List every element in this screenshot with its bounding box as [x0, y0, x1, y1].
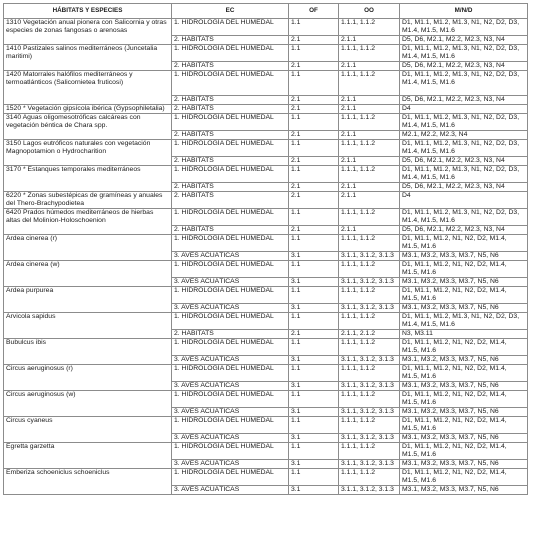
- cell-mnd: M3.1, M3.2, M3.3, M3.7, N5, N6: [400, 278, 528, 287]
- cell-of: 1.1: [289, 166, 339, 183]
- table-row: [4, 192, 528, 209]
- cell-mnd: D1, M1.1, M1.2, N1, N2, D2, M1.4, M1.5, M1.6: [400, 365, 528, 382]
- cell-ec: 2. HÁBITATS: [172, 183, 289, 192]
- cell-mnd: N3, M3.11: [400, 330, 528, 339]
- cell-ec: 2. HÁBITATS: [172, 192, 289, 209]
- cell-oo: 3.1.1, 3.1.2, 3.1.3: [339, 486, 400, 495]
- cell-of: 3.1: [289, 252, 339, 261]
- cell-mnd: M3.1, M3.2, M3.3, M3.7, N5, N6: [400, 252, 528, 261]
- table-row: [4, 19, 528, 36]
- cell-oo: 2.1.1: [339, 183, 400, 192]
- cell-oo: 1.1.1, 1.1.2: [339, 235, 400, 252]
- cell-ec: 2. HÁBITATS: [172, 226, 289, 235]
- cell-ec: 3. AVES ACUÁTICAS: [172, 304, 289, 313]
- cell-ec: 2. HÁBITATS: [172, 36, 289, 45]
- cell-oo: 2.1.1: [339, 226, 400, 235]
- cell-ec: 3. AVES ACUÁTICAS: [172, 408, 289, 417]
- cell-mnd: D1, M1.1, M1.2, M1.3, N1, N2, D2, D3, M1.4, M1.5, M1.6: [400, 19, 528, 36]
- cell-mnd: D1, M1.1, M1.2, N1, N2, D2, M1.4, M1.5, M1.6: [400, 235, 528, 252]
- cell-mnd: D5, D6, M2.1, M2.2, M2.3, N3, N4: [400, 62, 528, 71]
- cell-ec: 1. HIDROLOGÍA DEL HÚMEDAL: [172, 166, 289, 183]
- cell-oo: 3.1.1, 3.1.2, 3.1.3: [339, 382, 400, 391]
- cell-oo: 1.1.1, 1.1.2: [339, 443, 400, 460]
- cell-ec: 3. AVES ACUÁTICAS: [172, 486, 289, 495]
- cell-of: 1.1: [289, 19, 339, 36]
- cell-oo: 1.1.1, 1.1.2: [339, 71, 400, 96]
- cell-habitat-species: Ardea cinerea (r): [4, 235, 172, 261]
- table-row: [4, 114, 528, 131]
- cell-of: 1.1: [289, 443, 339, 460]
- cell-ec: 2. HÁBITATS: [172, 131, 289, 140]
- cell-of: 3.1: [289, 434, 339, 443]
- table-row: [4, 209, 528, 226]
- cell-ec: 2. HÁBITATS: [172, 105, 289, 114]
- cell-mnd: M3.1, M3.2, M3.3, M3.7, N5, N6: [400, 434, 528, 443]
- cell-of: 3.1: [289, 460, 339, 469]
- cell-oo: 1.1.1, 1.1.2: [339, 391, 400, 408]
- cell-of: 3.1: [289, 408, 339, 417]
- header-mnd: M/N/D: [400, 4, 528, 19]
- cell-mnd: D1, M1.1, M1.2, M1.3, N1, N2, D2, D3, M1.4, M1.5, M1.6: [400, 209, 528, 226]
- table-row: [4, 45, 528, 62]
- cell-oo: 1.1.1, 1.1.2: [339, 166, 400, 183]
- cell-ec: 1. HIDROLOGÍA DEL HÚMEDAL: [172, 443, 289, 460]
- cell-habitat-species: 6220 * Zonas subestépicas de gramíneas y anuales del Thero-Brachypodietea: [4, 192, 172, 209]
- cell-of: 3.1: [289, 356, 339, 365]
- cell-mnd: D1, M1.1, M1.2, N1, N2, D2, M1.4, M1.5, M1.6: [400, 339, 528, 356]
- cell-oo: 2.1.1: [339, 36, 400, 45]
- table-row: [4, 71, 528, 96]
- cell-ec: 2. HÁBITATS: [172, 62, 289, 71]
- cell-of: 1.1: [289, 261, 339, 278]
- cell-oo: 1.1.1, 1.1.2: [339, 287, 400, 304]
- cell-of: 2.1: [289, 105, 339, 114]
- cell-habitat-species: 6420 Prados húmedos mediterráneos de hierbas altas del Molinion-Holoschoenion: [4, 209, 172, 235]
- cell-ec: 1. HIDROLOGÍA DEL HÚMEDAL: [172, 261, 289, 278]
- cell-ec: 1. HIDROLOGÍA DEL HÚMEDAL: [172, 287, 289, 304]
- cell-oo: 1.1.1, 1.1.2: [339, 209, 400, 226]
- cell-ec: 3. AVES ACUÁTICAS: [172, 460, 289, 469]
- cell-mnd: D1, M1.1, M1.2, M1.3, N1, N2, D2, D3, M1.4, M1.5, M1.6: [400, 114, 528, 131]
- cell-ec: 1. HIDROLOGÍA DEL HÚMEDAL: [172, 71, 289, 96]
- cell-of: 1.1: [289, 469, 339, 486]
- cell-oo: 2.1.1: [339, 105, 400, 114]
- cell-mnd: D1, M1.1, M1.2, M1.3, N1, N2, D2, D3, M1.4, M1.5, M1.6: [400, 140, 528, 157]
- cell-oo: 2.1.1: [339, 157, 400, 166]
- cell-of: 1.1: [289, 287, 339, 304]
- cell-oo: 1.1.1, 1.1.2: [339, 469, 400, 486]
- cell-habitat-species: 3140 Aguas oligomesotróficas calcáreas con vegetación béntica de Chara spp.: [4, 114, 172, 140]
- cell-habitat-species: 3150 Lagos eutróficos naturales con vegetación Magnopotamion o Hydrocharition: [4, 140, 172, 166]
- cell-mnd: M3.1, M3.2, M3.3, M3.7, N5, N6: [400, 460, 528, 469]
- cell-oo: 3.1.1, 3.1.2, 3.1.3: [339, 356, 400, 365]
- cell-oo: 2.1.1: [339, 62, 400, 71]
- cell-mnd: M3.1, M3.2, M3.3, M3.7, N5, N6: [400, 408, 528, 417]
- cell-ec: 1. HIDROLOGÍA DEL HÚMEDAL: [172, 313, 289, 330]
- table-row: [4, 443, 528, 460]
- cell-of: 1.1: [289, 391, 339, 408]
- cell-mnd: D5, D6, M2.1, M2.2, M2.3, N3, N4: [400, 226, 528, 235]
- cell-ec: 3. AVES ACUÁTICAS: [172, 278, 289, 287]
- cell-mnd: D4: [400, 192, 528, 209]
- cell-mnd: M3.1, M3.2, M3.3, M3.7, N5, N6: [400, 382, 528, 391]
- document-page: [3, 3, 527, 495]
- cell-ec: 1. HIDROLOGÍA DEL HÚMEDAL: [172, 339, 289, 356]
- cell-of: 3.1: [289, 486, 339, 495]
- cell-habitat-species: Arvicola sapidus: [4, 313, 172, 339]
- cell-of: 2.1: [289, 330, 339, 339]
- cell-habitat-species: Ardea purpurea: [4, 287, 172, 313]
- cell-of: 3.1: [289, 382, 339, 391]
- cell-mnd: M3.1, M3.2, M3.3, M3.7, N5, N6: [400, 486, 528, 495]
- cell-mnd: D1, M1.1, M1.2, N1, N2, D2, M1.4, M1.5, M1.6: [400, 391, 528, 408]
- cell-of: 2.1: [289, 96, 339, 105]
- cell-of: 2.1: [289, 192, 339, 209]
- header-habitats-species: HÁBITATS Y ESPECIES: [4, 4, 172, 19]
- cell-oo: 3.1.1, 3.1.2, 3.1.3: [339, 304, 400, 313]
- cell-oo: 1.1.1, 1.1.2: [339, 114, 400, 131]
- cell-of: 2.1: [289, 36, 339, 45]
- table-row: [4, 105, 528, 114]
- table-row: [4, 469, 528, 486]
- cell-ec: 2. HÁBITATS: [172, 330, 289, 339]
- cell-oo: 1.1.1, 1.1.2: [339, 417, 400, 434]
- cell-ec: 1. HIDROLOGÍA DEL HÚMEDAL: [172, 114, 289, 131]
- cell-of: 1.1: [289, 235, 339, 252]
- cell-of: 2.1: [289, 131, 339, 140]
- cell-oo: 1.1.1, 1.1.2: [339, 339, 400, 356]
- cell-ec: 3. AVES ACUÁTICAS: [172, 252, 289, 261]
- cell-of: 1.1: [289, 71, 339, 96]
- cell-oo: 3.1.1, 3.1.2, 3.1.3: [339, 408, 400, 417]
- cell-ec: 1. HIDROLOGÍA DEL HÚMEDAL: [172, 209, 289, 226]
- cell-of: 2.1: [289, 62, 339, 71]
- table-row: [4, 391, 528, 408]
- cell-of: 1.1: [289, 339, 339, 356]
- cell-mnd: M3.1, M3.2, M3.3, M3.7, N5, N6: [400, 356, 528, 365]
- cell-mnd: M2.1, M2.2, M2.3, N4: [400, 131, 528, 140]
- cell-oo: 2.1.1: [339, 96, 400, 105]
- cell-ec: 2. HÁBITATS: [172, 96, 289, 105]
- cell-ec: 2. HÁBITATS: [172, 157, 289, 166]
- cell-mnd: D1, M1.1, M1.2, M1.3, N1, N2, D2, D3, M1.4, M1.5, M1.6: [400, 313, 528, 330]
- cell-habitat-species: Egretta garzetta: [4, 443, 172, 469]
- cell-mnd: D1, M1.1, M1.2, M1.3, N1, N2, D2, D3, M1.4, M1.5, M1.6: [400, 45, 528, 62]
- cell-mnd: D1, M1.1, M1.2, N1, N2, D2, M1.4, M1.5, M1.6: [400, 287, 528, 304]
- cell-ec: 3. AVES ACUÁTICAS: [172, 434, 289, 443]
- cell-oo: 1.1.1, 1.1.2: [339, 140, 400, 157]
- table-row: [4, 140, 528, 157]
- cell-oo: 1.1.1, 1.1.2: [339, 261, 400, 278]
- cell-mnd: D1, M1.1, M1.2, N1, N2, D2, M1.4, M1.5, M1.6: [400, 417, 528, 434]
- cell-oo: 1.1.1, 1.1.2: [339, 365, 400, 382]
- cell-of: 1.1: [289, 365, 339, 382]
- cell-oo: 1.1.1, 1.1.2: [339, 45, 400, 62]
- table-row: [4, 417, 528, 434]
- cell-habitat-species: 1420 Matorrales halófilos mediterráneos y termoatlánticos (Salicornietea fruticosi): [4, 71, 172, 105]
- cell-mnd: D1, M1.1, M1.2, N1, N2, D2, M1.4, M1.5, M1.6: [400, 469, 528, 486]
- cell-ec: 3. AVES ACUÁTICAS: [172, 382, 289, 391]
- cell-mnd: D1, M1.1, M1.2, M1.3, N1, N2, D2, D3, M1.4, M1.5, M1.6: [400, 71, 528, 96]
- cell-habitat-species: 1410 Pastizales salinos mediterráneos (Juncetalia maritimi): [4, 45, 172, 71]
- cell-ec: 1. HIDROLOGÍA DEL HÚMEDAL: [172, 235, 289, 252]
- cell-habitat-species: Circus aeruginosus (r): [4, 365, 172, 391]
- cell-oo: 2.1.1, 2.1.2: [339, 330, 400, 339]
- cell-of: 1.1: [289, 313, 339, 330]
- cell-ec: 1. HIDROLOGÍA DEL HÚMEDAL: [172, 140, 289, 157]
- header-ec: EC: [172, 4, 289, 19]
- cell-habitat-species: 1310 Vegetación anual pionera con Salicornia y otras especies de zonas fangosas o arenosas: [4, 19, 172, 45]
- cell-mnd: D5, D6, M2.1, M2.2, M2.3, N3, N4: [400, 157, 528, 166]
- cell-of: 3.1: [289, 278, 339, 287]
- cell-mnd: M3.1, M3.2, M3.3, M3.7, N5, N6: [400, 304, 528, 313]
- cell-of: 2.1: [289, 183, 339, 192]
- cell-of: 1.1: [289, 45, 339, 62]
- cell-mnd: D4: [400, 105, 528, 114]
- cell-habitat-species: Ardea cinerea (w): [4, 261, 172, 287]
- cell-oo: 3.1.1, 3.1.2, 3.1.3: [339, 278, 400, 287]
- cell-habitat-species: Bubulcus ibis: [4, 339, 172, 365]
- cell-oo: 1.1.1, 1.1.2: [339, 313, 400, 330]
- header-oo: OO: [339, 4, 400, 19]
- cell-habitat-species: Circus aeruginosus (w): [4, 391, 172, 417]
- cell-of: 1.1: [289, 140, 339, 157]
- cell-of: 2.1: [289, 157, 339, 166]
- cell-oo: 2.1.1: [339, 131, 400, 140]
- table-row: [4, 365, 528, 382]
- table-row: [4, 261, 528, 278]
- cell-of: 2.1: [289, 226, 339, 235]
- cell-ec: 1. HIDROLOGÍA DEL HÚMEDAL: [172, 45, 289, 62]
- cell-oo: 3.1.1, 3.1.2, 3.1.3: [339, 460, 400, 469]
- cell-mnd: D5, D6, M2.1, M2.2, M2.3, N3, N4: [400, 36, 528, 45]
- cell-habitat-species: Circus cyaneus: [4, 417, 172, 443]
- cell-oo: 1.1.1, 1.1.2: [339, 19, 400, 36]
- cell-oo: 2.1.1: [339, 192, 400, 209]
- cell-ec: 1. HIDROLOGÍA DEL HÚMEDAL: [172, 365, 289, 382]
- cell-of: 3.1: [289, 304, 339, 313]
- cell-ec: 1. HIDROLOGÍA DEL HÚMEDAL: [172, 469, 289, 486]
- cell-of: 1.1: [289, 209, 339, 226]
- cell-of: 1.1: [289, 417, 339, 434]
- cell-ec: 1. HIDROLOGÍA DEL HÚMEDAL: [172, 19, 289, 36]
- cell-habitat-species: 3170 * Estanques temporales mediterráneos: [4, 166, 172, 192]
- cell-ec: 1. HIDROLOGÍA DEL HÚMEDAL: [172, 417, 289, 434]
- table-body: [4, 19, 528, 495]
- cell-mnd: D1, M1.1, M1.2, N1, N2, D2, M1.4, M1.5, M1.6: [400, 261, 528, 278]
- cell-oo: 3.1.1, 3.1.2, 3.1.3: [339, 252, 400, 261]
- cell-habitat-species: Emberiza schoeniclus schoeniclus: [4, 469, 172, 495]
- table-row: [4, 339, 528, 356]
- habitats-species-table: [3, 3, 528, 495]
- cell-oo: 3.1.1, 3.1.2, 3.1.3: [339, 434, 400, 443]
- table-row: [4, 166, 528, 183]
- cell-mnd: D5, D6, M2.1, M2.2, M2.3, N3, N4: [400, 183, 528, 192]
- cell-mnd: D1, M1.1, M1.2, M1.3, N1, N2, D2, D3, M1.4, M1.5, M1.6: [400, 166, 528, 183]
- cell-ec: 1. HIDROLOGÍA DEL HÚMEDAL: [172, 391, 289, 408]
- header-of: OF: [289, 4, 339, 19]
- cell-mnd: D1, M1.1, M1.2, N1, N2, D2, M1.4, M1.5, M1.6: [400, 443, 528, 460]
- cell-of: 1.1: [289, 114, 339, 131]
- cell-ec: 3. AVES ACUÁTICAS: [172, 356, 289, 365]
- table-row: [4, 313, 528, 330]
- cell-habitat-species: 1520 * Vegetación gipsícola ibérica (Gypsophiletalia): [4, 105, 172, 114]
- table-row: [4, 287, 528, 304]
- table-header-row: [4, 4, 528, 19]
- cell-mnd: D5, D6, M2.1, M2.2, M2.3, N3, N4: [400, 96, 528, 105]
- table-row: [4, 235, 528, 252]
